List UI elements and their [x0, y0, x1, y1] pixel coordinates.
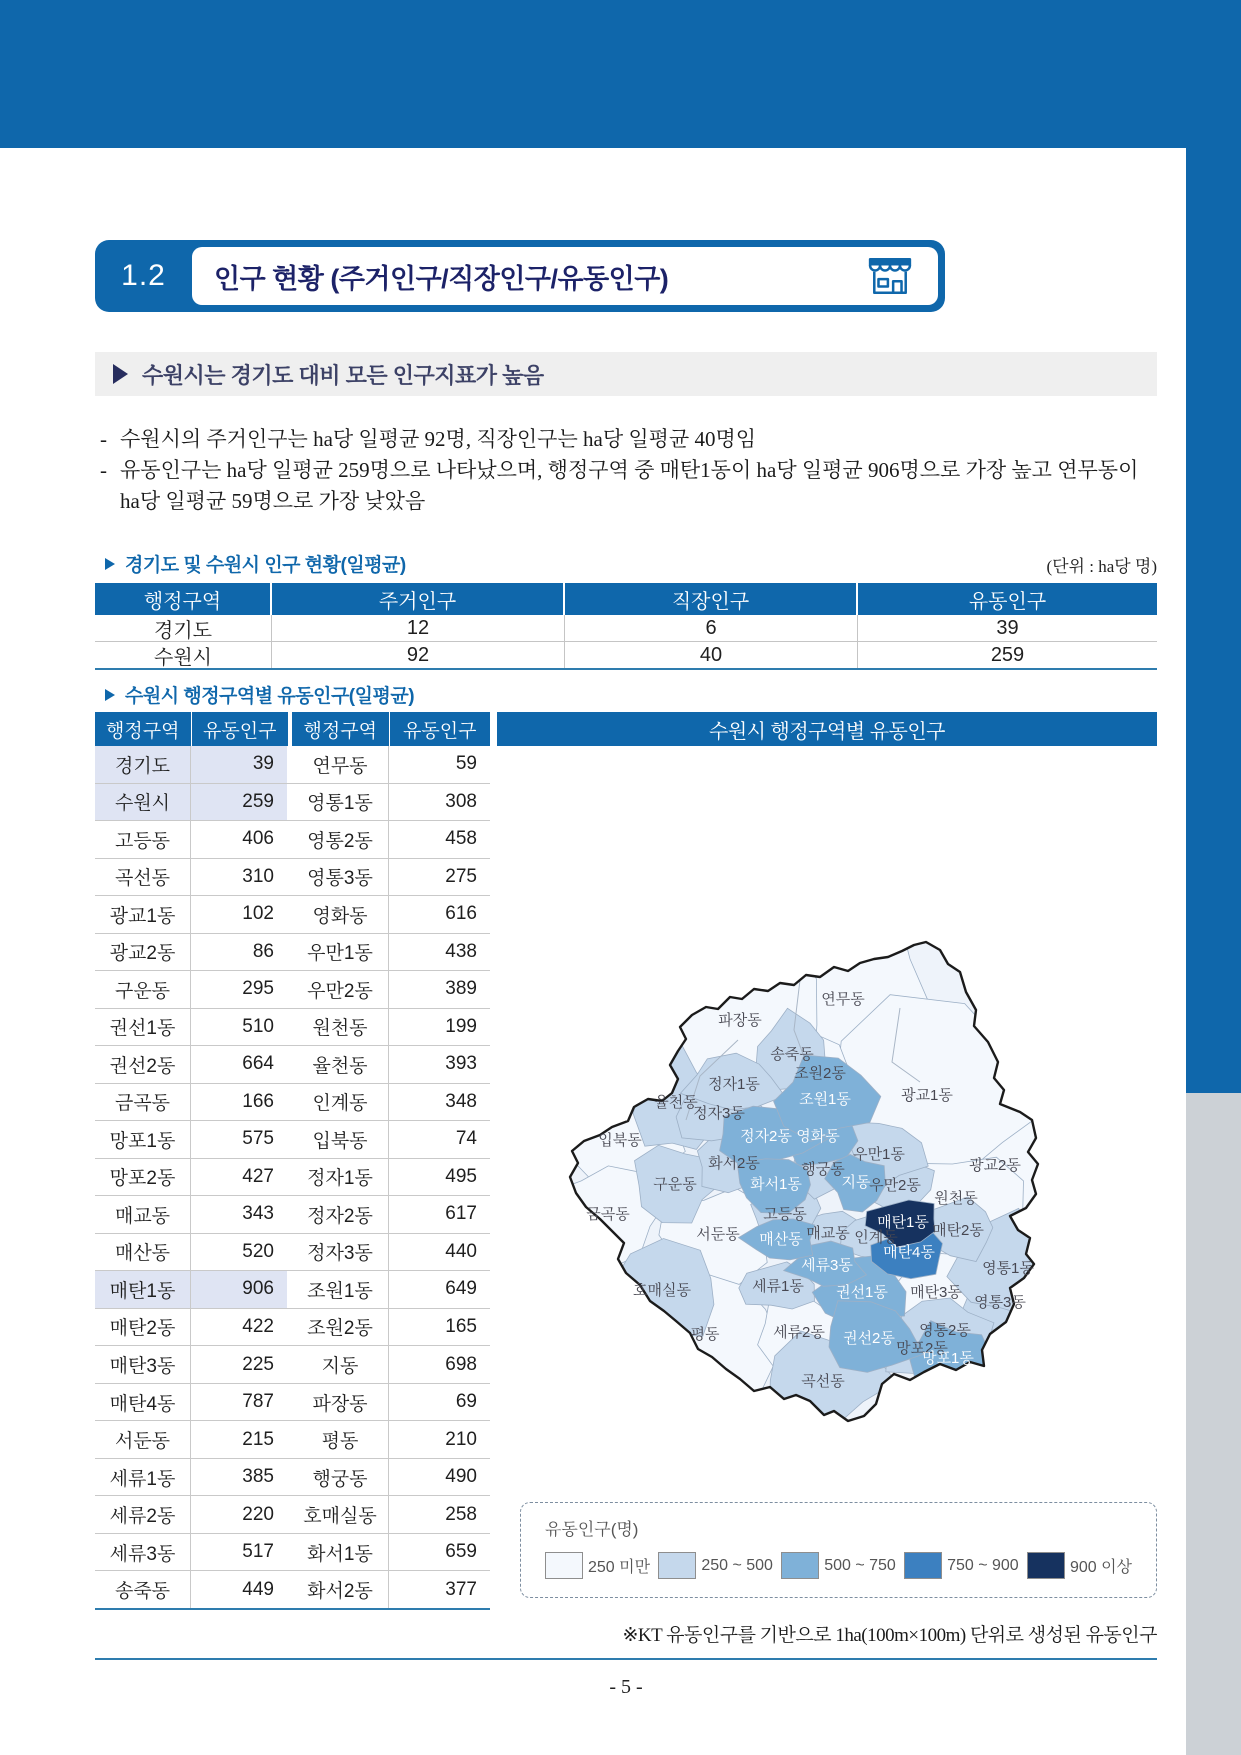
cell: 12: [272, 615, 565, 641]
district-label: 매산동: [759, 1231, 803, 1248]
suwon-district-map: [455, 746, 1165, 1456]
cell: 659: [445, 1541, 477, 1563]
page-number: - 5 -: [609, 1676, 643, 1698]
cell: 427: [242, 1165, 274, 1187]
cell: 곡선동: [95, 859, 191, 896]
cell: 우만2동: [292, 971, 389, 1008]
map-title-bar: 수원시 행정구역별 유동인구: [497, 712, 1157, 746]
district-label: 영통3동: [974, 1294, 1026, 1311]
cell: 세류2동: [95, 1496, 191, 1533]
table-row: [95, 1459, 490, 1497]
table-row: [95, 1346, 490, 1384]
cell: 490: [445, 1466, 477, 1488]
cell: 385: [242, 1466, 274, 1488]
district-label: 망포1동: [922, 1350, 974, 1367]
district-label: 파장동: [718, 1012, 762, 1029]
cell: 259: [990, 643, 1025, 666]
storefront-icon: [864, 254, 916, 298]
cell: 308: [445, 790, 477, 812]
legend-item: [658, 1552, 773, 1579]
cell: 69: [455, 1391, 477, 1413]
district-label: 곡선동: [801, 1373, 845, 1390]
cell: 6: [565, 615, 858, 641]
cell: 고등동: [95, 821, 191, 858]
table-row: [95, 859, 490, 897]
cell: 화서2동: [292, 1571, 389, 1608]
cell: 인계동: [292, 1084, 389, 1121]
key-finding-callout: [95, 352, 1157, 396]
cell: 망포1동: [95, 1121, 191, 1158]
population-summary-table: [95, 583, 1157, 670]
legend-label: 750 ~ 900: [947, 1556, 1019, 1574]
bullet-item: - 수원시의 주거인구는 ha당 일평균 92명, 직장인구는 ha당 일평균 40명임: [100, 424, 1158, 455]
district-label: 매탄4동: [883, 1244, 935, 1261]
district-label: 권선2동: [843, 1330, 895, 1347]
district-label: 조원2동: [794, 1065, 846, 1082]
cell: 440: [445, 1240, 477, 1262]
cell: 매교동: [95, 1196, 191, 1233]
cell: 지동: [292, 1346, 389, 1383]
district-label: 권선1동: [836, 1284, 888, 1301]
district-label: 연무동: [821, 991, 865, 1008]
cell: 망포2동: [95, 1159, 191, 1196]
cell: 권선1동: [95, 1009, 191, 1046]
district-label: 화서2동: [708, 1155, 760, 1172]
cell: 422: [242, 1315, 274, 1337]
district-label: 매교동: [806, 1225, 850, 1242]
cell: 연무동: [292, 746, 389, 783]
cell: 389: [445, 978, 477, 1000]
table-row: [95, 971, 490, 1009]
bottom-divider: [95, 1658, 1157, 1660]
legend-label: 250 미만: [588, 1559, 651, 1576]
cell: 정자2동: [292, 1196, 389, 1233]
legend-item: [545, 1552, 650, 1579]
district-label: 인계동: [854, 1229, 898, 1246]
legend-item: [781, 1552, 896, 1579]
cell: 영화동: [292, 896, 389, 933]
callout-arrow-icon: [113, 364, 128, 384]
cell: 102: [242, 903, 274, 925]
cell: 616: [445, 903, 477, 925]
cell: 서둔동: [95, 1421, 191, 1458]
table2-caption: 수원시 행정구역별 유동인구(일평균): [105, 681, 414, 708]
table-row: [95, 1046, 490, 1084]
district-label: 정자2동: [740, 1128, 792, 1145]
cell: 수원시: [95, 784, 191, 821]
legend-items: [545, 1552, 1132, 1579]
cell: 화서1동: [292, 1534, 389, 1571]
cell: 259: [191, 784, 287, 821]
cell: 39: [191, 746, 287, 783]
district-label: 입북동: [598, 1132, 642, 1149]
cell: 86: [252, 940, 274, 962]
legend-item: [1027, 1552, 1132, 1579]
legend-label: 250 ~ 500: [701, 1556, 773, 1574]
map-legend: [520, 1502, 1157, 1598]
district-label: 영통2동: [919, 1322, 971, 1339]
district-label: 조원1동: [799, 1091, 851, 1108]
cell: 광교1동: [95, 896, 191, 933]
cell: 348: [445, 1090, 477, 1112]
cell: 165: [445, 1315, 477, 1337]
cell: 세류3동: [95, 1534, 191, 1571]
cell: 구운동: [95, 971, 191, 1008]
column-header: 유동인구: [203, 720, 277, 742]
table-row: [95, 1309, 490, 1347]
district-label: 고등동: [763, 1206, 807, 1223]
cell: 정자3동: [292, 1234, 389, 1271]
bullet-text: 유동인구는 ha당 일평균 259명으로 나타났으며, 행정구역 중 매탄1동이 ha당 일평균 906명으로 가장 높고 연무동이 ha당 일평균 59명으로 가장 낮았음: [120, 458, 1139, 513]
column-header: 직장인구: [565, 583, 858, 615]
district-table-body: [95, 746, 490, 1610]
cell: 225: [242, 1353, 274, 1375]
cell: 경기도: [95, 746, 191, 783]
column-header: 행정구역: [95, 712, 192, 746]
right-margin-band-blue: [1186, 148, 1241, 1093]
table-row: [95, 784, 490, 822]
column-header: 주거인구: [272, 583, 565, 615]
caption-arrow-icon: [105, 558, 115, 570]
cell: 파장동: [292, 1384, 389, 1421]
table-header-row: [95, 583, 1157, 615]
cell: 매탄3동: [95, 1346, 191, 1383]
legend-label: 900 이상: [1069, 1559, 1132, 1576]
cell: 406: [242, 828, 274, 850]
cell: 449: [242, 1578, 274, 1600]
cell: 343: [242, 1203, 274, 1225]
table1-caption: 경기도 및 수원시 인구 현황(일평균): [105, 550, 406, 577]
cell: 광교2동: [95, 934, 191, 971]
cell: 권선2동: [95, 1046, 191, 1083]
legend-title: 유동인구(명): [545, 1520, 639, 1539]
table-row: [95, 1384, 490, 1422]
legend-swatch: [1027, 1552, 1065, 1579]
table-row: [95, 1234, 490, 1272]
cell: 매탄4동: [95, 1384, 191, 1421]
table-row: [95, 934, 490, 972]
legend-swatch: [545, 1552, 583, 1579]
section-number: 1.2: [121, 259, 166, 292]
bullet-item: - 유동인구는 ha당 일평균 259명으로 나타났으며, 행정구역 중 매탄1동이 ha당 일평균 906명으로 가장 높고 연무동이 ha당 일평균 59명으로 가장 낮았음: [100, 455, 1158, 517]
table-row: [95, 746, 490, 784]
cell: 율천동: [292, 1046, 389, 1083]
bullet-text: 수원시의 주거인구는 ha당 일평균 92명, 직장인구는 ha당 일평균 40명임: [120, 427, 757, 451]
cell: 평동: [292, 1421, 389, 1458]
district-label: 우만2동: [869, 1177, 921, 1194]
cell: 510: [242, 1015, 274, 1037]
district-label: 세류1동: [752, 1278, 804, 1295]
cell: 258: [445, 1503, 477, 1525]
table-row: [95, 615, 1157, 642]
cell: 92: [272, 642, 565, 668]
district-label: 원천동: [934, 1190, 978, 1207]
district-label: 호매실동: [633, 1282, 691, 1299]
cell: 영통3동: [292, 859, 389, 896]
district-label: 행궁동: [801, 1161, 845, 1178]
cell: 세류1동: [95, 1459, 191, 1496]
district-label: 서둔동: [696, 1226, 740, 1243]
district-label: 매탄3동: [910, 1284, 962, 1301]
table-row: [95, 1571, 490, 1608]
top-banner: [0, 0, 1241, 148]
cell: 송죽동: [95, 1571, 191, 1608]
district-label: 화서1동: [750, 1176, 802, 1193]
table-row: [95, 1121, 490, 1159]
cell: 649: [445, 1278, 477, 1300]
cell: 영통1동: [292, 784, 389, 821]
cell: 입북동: [292, 1121, 389, 1158]
district-label: 망포2동: [896, 1340, 948, 1357]
legend-swatch: [658, 1552, 696, 1579]
cell: 경기도: [95, 615, 272, 641]
cell: 215: [242, 1428, 274, 1450]
cell: 정자1동: [292, 1159, 389, 1196]
cell: 220: [242, 1503, 274, 1525]
cell: 393: [445, 1053, 477, 1075]
table-row: [95, 1271, 490, 1309]
cell: 617: [445, 1203, 477, 1225]
cell: 조원1동: [292, 1271, 389, 1308]
bullet-list: [100, 424, 1158, 517]
cell: 조원2동: [292, 1309, 389, 1346]
table-row: [95, 1009, 490, 1047]
cell: 74: [455, 1128, 477, 1150]
cell: 787: [242, 1391, 274, 1413]
cell: 호매실동: [292, 1496, 389, 1533]
district-label: 광교1동: [901, 1087, 953, 1104]
legend-label: 500 ~ 750: [824, 1556, 896, 1574]
page-title: 인구 현황 (주거인구/직장인구/유동인구): [214, 263, 669, 294]
district-label: 금곡동: [586, 1206, 630, 1223]
district-label: 평동: [690, 1326, 720, 1343]
right-margin-band-gray: [1186, 1093, 1241, 1755]
cell: 906: [191, 1271, 287, 1308]
cell: 행궁동: [292, 1459, 389, 1496]
cell: 금곡동: [95, 1084, 191, 1121]
cell: 664: [242, 1053, 274, 1075]
cell: 199: [445, 1015, 477, 1037]
table-row: [95, 821, 490, 859]
cell: 39: [996, 616, 1019, 639]
district-label: 우만1동: [853, 1146, 905, 1163]
district-label: 지동: [841, 1174, 871, 1191]
table-row: [95, 1421, 490, 1459]
cell: 매탄1동: [95, 1271, 191, 1308]
district-label: 율천동: [654, 1094, 698, 1111]
column-header: 유동인구: [968, 590, 1047, 613]
column-header: 행정구역: [292, 712, 390, 746]
table-row: [95, 1496, 490, 1534]
cell: 166: [242, 1090, 274, 1112]
cell: 495: [445, 1165, 477, 1187]
cell: 40: [565, 642, 858, 668]
cell: 458: [445, 828, 477, 850]
cell: 영통2동: [292, 821, 389, 858]
cell: 매산동: [95, 1234, 191, 1271]
cell: 698: [445, 1353, 477, 1375]
district-label: 매탄1동: [877, 1214, 929, 1231]
district-label: 정자1동: [708, 1076, 760, 1093]
legend-item: [904, 1552, 1019, 1579]
column-header: 행정구역: [95, 583, 272, 615]
table-row: [95, 1084, 490, 1122]
cell: 517: [242, 1541, 274, 1563]
district-label: 구운동: [653, 1176, 697, 1193]
table-row: [95, 896, 490, 934]
cell: 275: [445, 865, 477, 887]
legend-swatch: [781, 1552, 819, 1579]
section-title-box: [192, 247, 938, 305]
district-table-header: [95, 712, 490, 746]
cell: 59: [455, 753, 477, 775]
district-label: 영통1동: [982, 1260, 1034, 1277]
district-label: 정자3동: [693, 1105, 745, 1122]
table-row: [95, 642, 1157, 670]
column-header: 유동인구: [403, 720, 477, 742]
district-label: 세류2동: [773, 1324, 825, 1341]
cell: 수원시: [95, 642, 272, 668]
table-row: [95, 1159, 490, 1197]
cell: 438: [445, 940, 477, 962]
cell: 310: [242, 865, 274, 887]
district-label: 송죽동: [770, 1046, 814, 1063]
callout-text: 수원시는 경기도 대비 모든 인구지표가 높음: [142, 362, 544, 388]
cell: 210: [445, 1428, 477, 1450]
table-row: [95, 1196, 490, 1234]
district-label: 매탄2동: [932, 1222, 984, 1239]
cell: 295: [242, 978, 274, 1000]
caption-arrow-icon: [105, 689, 115, 701]
cell: 우만1동: [292, 934, 389, 971]
cell: 520: [242, 1240, 274, 1262]
district-label: 세류3동: [801, 1257, 853, 1274]
district-label: 영화동: [796, 1128, 840, 1145]
table-row: [95, 1534, 490, 1572]
cell: 매탄2동: [95, 1309, 191, 1346]
cell: 377: [445, 1578, 477, 1600]
legend-swatch: [904, 1552, 942, 1579]
district-label: 광교2동: [969, 1157, 1021, 1174]
cell: 575: [242, 1128, 274, 1150]
table1-unit-note: (단위 : ha당 명): [1046, 557, 1157, 576]
source-note: ※KT 유동인구를 기반으로 1ha(100m×100m) 단위로 생성된 유동인구: [622, 1625, 1157, 1646]
cell: 원천동: [292, 1009, 389, 1046]
